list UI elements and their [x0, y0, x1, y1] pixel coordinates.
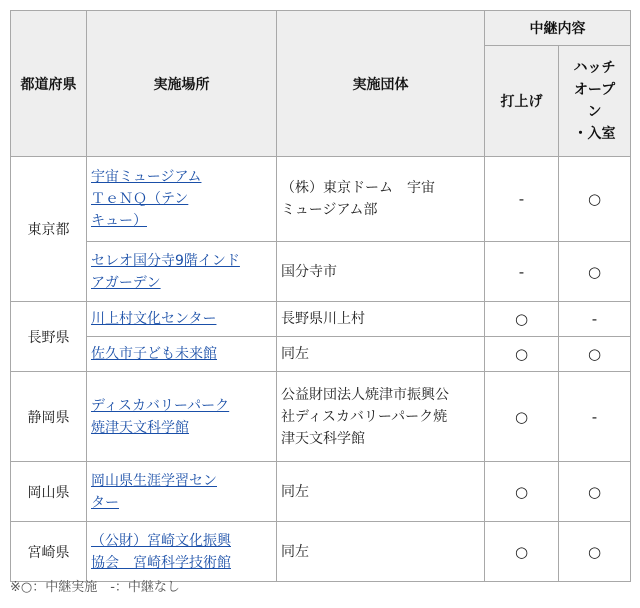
header-venue: 実施場所 [87, 11, 277, 157]
venue-cell [87, 157, 277, 242]
prefecture-cell: 宮崎県 [11, 522, 87, 582]
venue-link[interactable]: 川上村文化センター [91, 311, 217, 327]
venue-cell [87, 522, 277, 582]
venue-cell [87, 242, 277, 302]
organization-cell: 公益財団法人焼津市振興公 社ディスカバリーパーク焼 津天文科学館 [277, 372, 485, 462]
organization-cell: 国分寺市 [277, 242, 485, 302]
table-row [11, 372, 631, 462]
header-hatch-open: ハッチ オープ ン ・入室 [559, 46, 631, 157]
venue-cell [87, 302, 277, 337]
prefecture-cell: 東京都 [11, 157, 87, 302]
hatch-mark: - [559, 302, 631, 337]
table-row [11, 157, 631, 242]
header-prefecture: 都道府県 [11, 11, 87, 157]
header-launch: 打上げ [485, 46, 559, 157]
table-row [11, 302, 631, 337]
header-relay-content: 中継内容 [485, 11, 631, 46]
organization-cell: （株）東京ドーム 宇宙 ミュージアム部 [277, 157, 485, 242]
hatch-mark: ○ [559, 337, 631, 372]
launch-mark: ○ [485, 337, 559, 372]
organization-cell: 長野県川上村 [277, 302, 485, 337]
launch-mark: ○ [485, 462, 559, 522]
relay-venues-table [10, 10, 631, 582]
venue-link[interactable]: 岡山県生涯学習セン ター [91, 472, 217, 511]
venue-link[interactable]: 宇宙ミュージアム ＴｅＮＱ（テン キュー） [91, 169, 202, 229]
launch-mark: ○ [485, 522, 559, 582]
venue-link[interactable]: ディスカバリーパーク 焼津天文科学館 [91, 397, 230, 436]
venue-cell [87, 372, 277, 462]
legend-note: ※○：中継実施 -：中継なし [10, 580, 180, 595]
hatch-mark: - [559, 372, 631, 462]
organization-cell: 同左 [277, 462, 485, 522]
table-row [11, 242, 631, 302]
launch-mark: - [485, 242, 559, 302]
venue-cell [87, 337, 277, 372]
table-row [11, 337, 631, 372]
venue-link[interactable]: セレオ国分寺9階インド アガーデン [91, 252, 240, 291]
hatch-mark: ○ [559, 242, 631, 302]
prefecture-cell: 静岡県 [11, 372, 87, 462]
venue-link[interactable]: （公財）宮崎文化振興 協会 宮崎科学技術館 [91, 532, 231, 571]
organization-cell: 同左 [277, 522, 485, 582]
venue-cell [87, 462, 277, 522]
table-row [11, 522, 631, 582]
hatch-mark: ○ [559, 462, 631, 522]
organization-cell: 同左 [277, 337, 485, 372]
prefecture-cell: 長野県 [11, 302, 87, 372]
launch-mark: ○ [485, 372, 559, 462]
launch-mark: ○ [485, 302, 559, 337]
launch-mark: - [485, 157, 559, 242]
venue-link[interactable]: 佐久市子ども未来館 [91, 346, 217, 362]
header-organization: 実施団体 [277, 11, 485, 157]
table-row [11, 462, 631, 522]
hatch-mark: ○ [559, 522, 631, 582]
prefecture-cell: 岡山県 [11, 462, 87, 522]
hatch-mark: ○ [559, 157, 631, 242]
